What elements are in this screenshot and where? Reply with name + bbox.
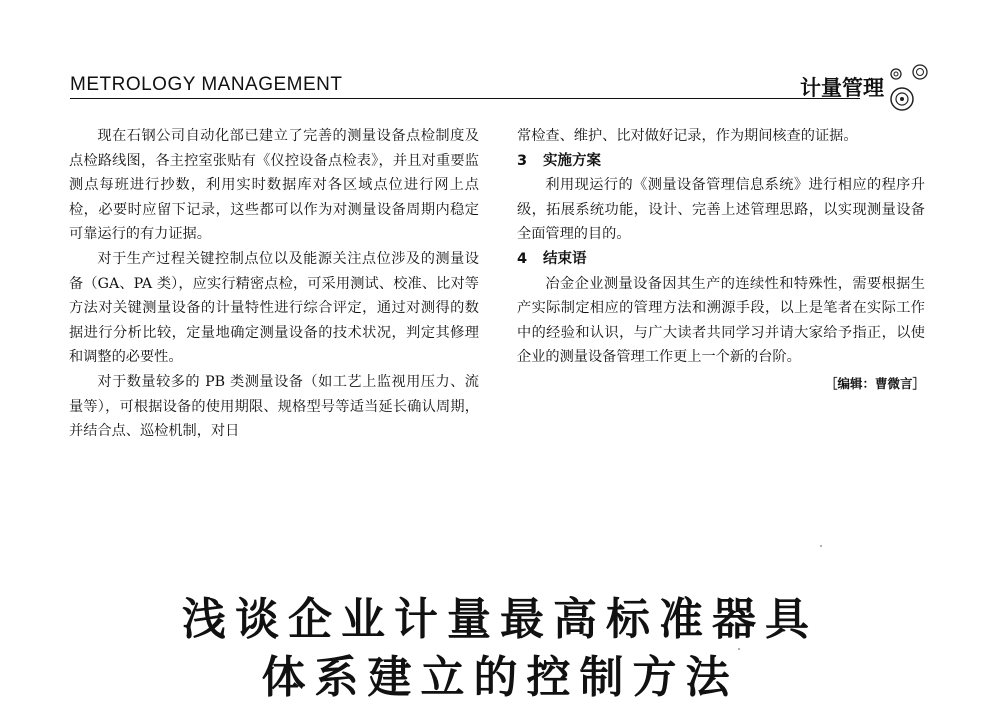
- paragraph: 对于数量较多的 PB 类测量设备（如工艺上监视用压力、流量等），可根据设备的使用期限、规格型号等适当延长确认周期，并结合点、巡检机制，对日: [69, 373, 479, 440]
- section-number: 3: [517, 152, 528, 169]
- right-column: [517, 124, 925, 397]
- article-title-line-2: 体系建立的控制方法: [261, 652, 739, 703]
- header-rule: [70, 98, 860, 99]
- paragraph: 现在石钢公司自动化部已建立了完善的测量设备点检制度及点检路线图，各主控室张贴有《仪控设备点检表》，并且对重要监测点每班进行抄数，利用实时数据库对各区域点位进行网上点检，必要时应留下记录，这些都可以作为对测量设备周期内稳定可靠运行的有力证据。: [69, 128, 479, 243]
- section-number: 4: [517, 250, 528, 267]
- left-column: [69, 124, 479, 444]
- section-title: 结束语: [543, 250, 587, 267]
- paragraph: 冶金企业测量设备因其生产的连续性和特殊性，需要根据生产实际制定相应的管理方法和溯源手段，以上是笔者在实际工作中的经验和认识，与广大读者共同学习并请大家给予指正，以使企业的测量设备管理工作更上一个新的台阶。: [517, 275, 925, 366]
- scan-speck: [820, 545, 822, 547]
- section-heading: [517, 247, 925, 272]
- paragraph: 利用现运行的《测量设备管理信息系统》进行相应的程序升级，拓展系统功能，设计、完善上述管理思路，以实现测量设备全面管理的目的。: [517, 177, 925, 243]
- article-title-line-1: 浅谈企业计量最高标准器具: [182, 594, 818, 645]
- journal-section-chinese: 计量管理: [800, 76, 884, 100]
- section-title: 实施方案: [543, 152, 601, 169]
- journal-section-english: METROLOGY MANAGEMENT: [70, 74, 343, 95]
- editor-credit: ［编辑：曹微言］: [824, 375, 925, 391]
- page-header: [70, 64, 930, 114]
- section-heading: [517, 149, 925, 174]
- paragraph: 对于生产过程关键控制点位以及能源关注点位涉及的测量设备（GA、PA 类），应实行精密点检，可采用测试、校准、比对等方法对关键测量设备的计量特性进行综合评定，通过对测得的数据进行分析比较，定量地确定测量设备的技术状况，判定其修理和调整的必要性。: [69, 250, 479, 366]
- circles-ornament-icon: [882, 64, 930, 114]
- paragraph-continuation: 常检查、维护、比对做好记录，作为期间核查的证据。: [517, 128, 858, 144]
